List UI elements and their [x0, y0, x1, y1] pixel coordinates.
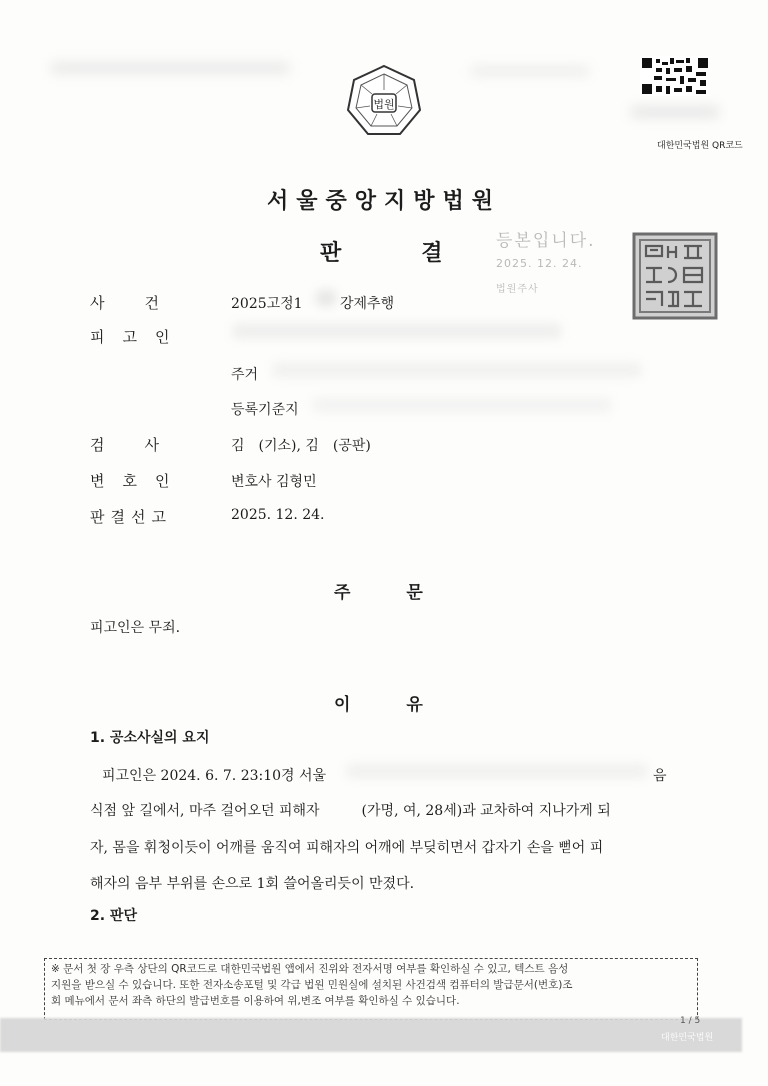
label-sentencing-date: 판결선고 — [90, 508, 172, 526]
qr-caption: 대한민국법원 QR코드 — [657, 141, 743, 151]
redacted-qr-strip — [630, 106, 720, 118]
copy-stamp-line1: 등본입니다. — [496, 231, 596, 251]
redacted-case-digits — [316, 290, 336, 306]
qr-code-icon[interactable] — [640, 56, 710, 96]
order-text: 피고인은 무죄. — [90, 620, 181, 636]
address-label: 주거 — [231, 367, 259, 383]
footer-court-name: 대한민국법원 — [661, 1033, 714, 1043]
label-defendant: 피고인 — [90, 328, 188, 346]
case-number: 2025고정1 — [231, 296, 303, 312]
sentencing-date: 2025. 12. 24. — [231, 507, 325, 523]
notice-line: 회 메뉴에서 문서 좌측 하단의 발급번호를 이용하여 위,변조 여부를 확인하실 수 있습니다. — [51, 995, 460, 1007]
prosecutors: 김 (기소), 김 (공판) — [231, 438, 371, 454]
redacted-defendant-name — [232, 323, 562, 339]
redacted-header-strip — [470, 66, 590, 76]
registry-label: 등록기준지 — [231, 402, 299, 418]
reasons-heading: 이유 — [334, 695, 479, 715]
issuance-number-bar — [0, 1018, 742, 1052]
section-2-title: 2. 판단 — [90, 908, 137, 924]
label-prosecutor: 검사 — [90, 436, 199, 454]
court-name: 서울중앙지방법원 — [266, 189, 502, 214]
verification-notice — [44, 958, 698, 1020]
redacted-header-strip — [50, 62, 290, 74]
copy-stamp-officer: 법원주사 — [496, 284, 539, 295]
paragraph-line: 해자의 음부 부위를 손으로 1회 쓸어올리듯이 만졌다. — [90, 876, 415, 892]
copy-certification-stamp — [496, 226, 626, 295]
page-number: 1 / 5 — [680, 1016, 701, 1026]
redacted-address — [272, 362, 642, 378]
notice-line: ※ 문서 첫 장 우측 상단의 QR코드로 대한민국법원 앱에서 진위와 전자서명 여부를 확인하실 수 있고, 텍스트 음성 — [51, 963, 569, 975]
defense-counsel: 변호사 김형민 — [231, 474, 317, 490]
redacted-registry — [312, 397, 612, 413]
document-title: 판결 — [320, 241, 523, 266]
copy-stamp-date: 2025. 12. 24. — [496, 257, 583, 270]
notice-line: 지원을 받으실 수 있습니다. 또한 전자소송포털 및 각급 법원 민원실에 설치된 사건검색 컴퓨터의 발급문서(번호)조 — [51, 979, 573, 991]
court-emblem-icon — [346, 64, 422, 140]
court-seal-stamp-icon — [632, 232, 718, 320]
label-counsel: 변호인 — [90, 472, 188, 490]
paragraph-line: 음 — [653, 768, 667, 784]
paragraph-line: 식점 앞 길에서, 마주 걸어오던 피해자 (가명, 여, 28세)과 교차하여 지나가게 되 — [90, 803, 611, 819]
case-charge: 강제추행 — [340, 296, 395, 312]
emblem-text: 법원 — [373, 98, 395, 111]
label-case: 사건 — [90, 294, 199, 312]
paragraph-line: 피고인은 2024. 6. 7. 23:10경 서울 — [102, 768, 327, 784]
section-1-title: 1. 공소사실의 요지 — [90, 730, 210, 746]
order-heading: 주문 — [334, 583, 479, 603]
paragraph-line: 자, 몸을 휘청이듯이 어깨를 움직여 피해자의 어깨에 부딪히면서 갑자기 손을 뻗어 피 — [90, 840, 604, 856]
redacted-location — [346, 763, 648, 779]
